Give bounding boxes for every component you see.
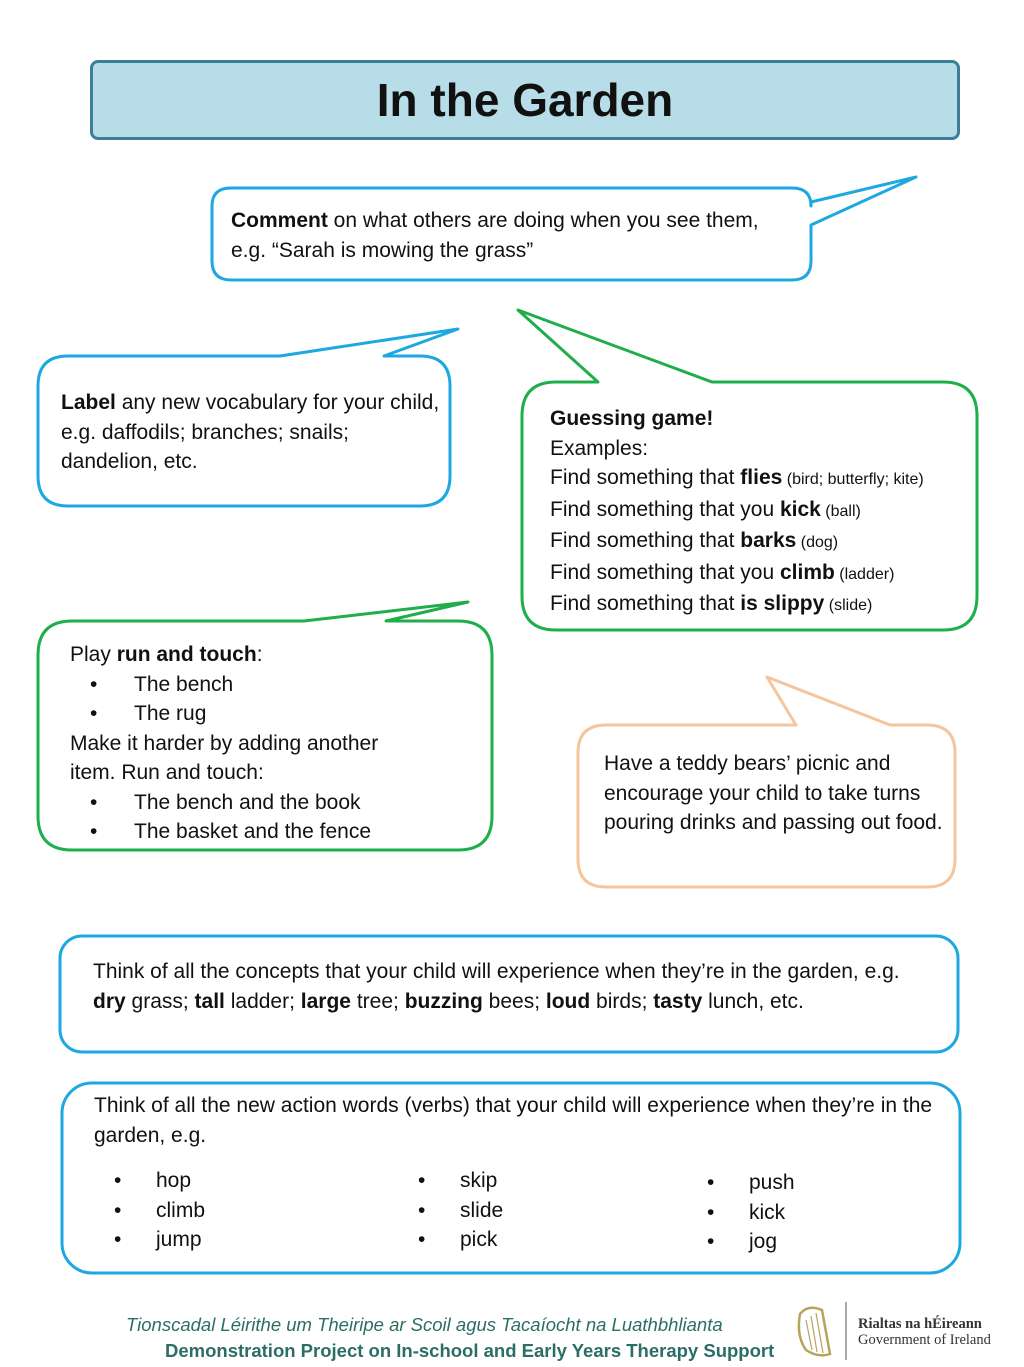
- list-item: • skip: [418, 1166, 503, 1196]
- list-item: • kick: [707, 1198, 795, 1228]
- verbs-column-1: [114, 1166, 205, 1255]
- concepts-text: Think of all the concepts that your child will experience when they’re in the garden, e.g. dry grass; tall ladder; large tree; buzzing bees; loud birds; tasty lunch, etc.: [93, 960, 900, 1013]
- guessing-item: Find something that you kick (ball): [550, 497, 861, 521]
- guessing-text: [550, 404, 970, 621]
- label-keyword: Label: [61, 391, 116, 414]
- page-title: In the Garden: [376, 74, 674, 126]
- harp-icon: [788, 1300, 848, 1362]
- run-touch-heading: Play run and touch:: [70, 643, 263, 666]
- list-item: • The rug: [70, 699, 480, 729]
- guessing-item: Find something that you climb (ladder): [550, 560, 895, 584]
- list-item: • push: [707, 1168, 795, 1198]
- verbs-intro: Think of all the new action words (verbs) that your child will experience when they’re in the garden, e.g.: [94, 1094, 933, 1147]
- list-item: • The bench: [70, 670, 480, 700]
- list-item: • climb: [114, 1196, 205, 1226]
- verbs-column-3: [707, 1168, 795, 1257]
- gov-line-irish: Rialtas na hÉireann: [858, 1316, 982, 1332]
- government-logo: [788, 1300, 1008, 1362]
- run-touch-middle: Make it harder by adding another item. Run and touch:: [70, 731, 379, 784]
- picnic-text: Have a teddy bears’ picnic and encourage your child to take turns pouring drinks and passing out food.: [604, 752, 943, 834]
- list-item: • slide: [418, 1196, 503, 1226]
- list-item: • hop: [114, 1166, 205, 1196]
- run-touch-list-2: [70, 788, 480, 847]
- label-text: [61, 388, 441, 477]
- guessing-item: Find something that flies (bird; butterfly; kite): [550, 466, 924, 489]
- guessing-intro: Examples:: [550, 436, 649, 460]
- list-item: • pick: [418, 1225, 503, 1255]
- comment-text: [231, 206, 791, 265]
- list-item: • The bench and the book: [70, 788, 480, 818]
- government-name: [858, 1316, 991, 1348]
- list-item: • jump: [114, 1225, 205, 1255]
- guessing-item: Find something that barks (dog): [550, 529, 839, 552]
- run-touch-text: [70, 640, 480, 847]
- list-item: • The basket and the fence: [70, 817, 480, 847]
- guessing-heading: Guessing game!: [550, 407, 714, 430]
- run-touch-list-1: [70, 670, 480, 729]
- verbs-column-2: [418, 1166, 503, 1255]
- footer-english-line: Demonstration Project on In-school and Early Years Therapy Support: [165, 1340, 775, 1361]
- comment-body: on what others are doing when you see them, e.g. “Sarah is mowing the grass”: [231, 209, 759, 262]
- footer-irish-line: Tionscadal Léirithe um Theiripe ar Scoil agus Tacaíocht na Luathbhlianta: [126, 1314, 723, 1335]
- gov-line-english: Government of Ireland: [858, 1332, 991, 1348]
- label-body: any new vocabulary for your child, e.g. daffodils; branches; snails; dandelion, etc.: [61, 391, 440, 473]
- comment-keyword: Comment: [231, 209, 328, 232]
- guessing-item: Find something that is slippy (slide): [550, 592, 873, 615]
- list-item: • jog: [707, 1227, 795, 1257]
